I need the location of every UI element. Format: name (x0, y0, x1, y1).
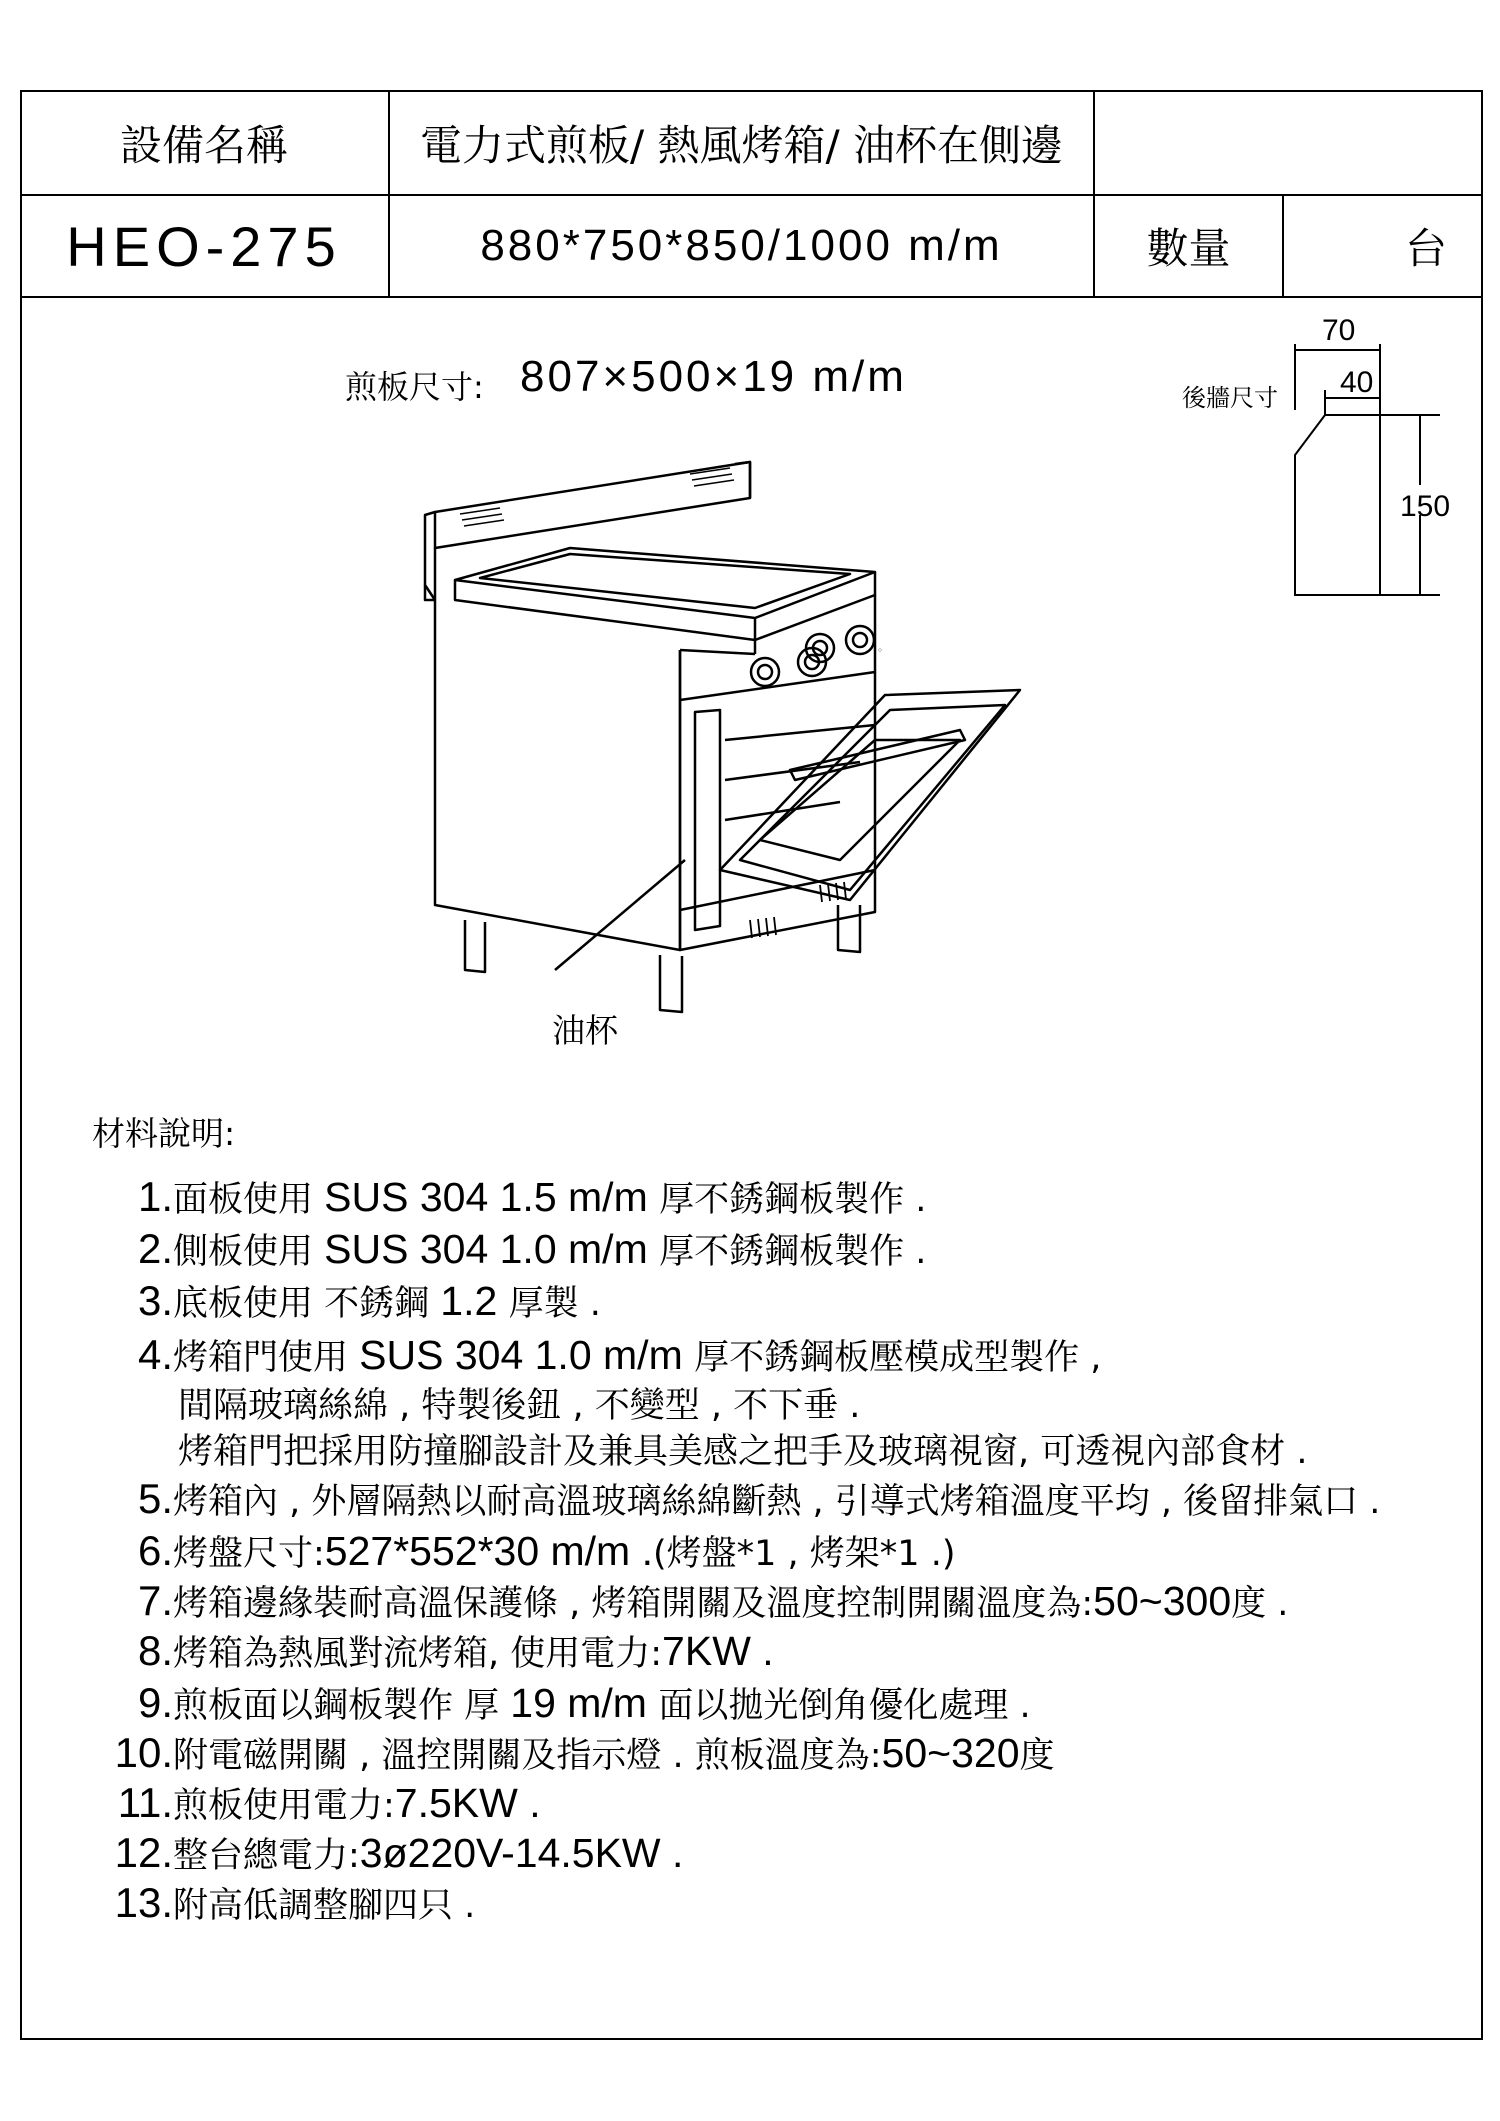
name-value: 電力式煎板/ 熱風烤箱/ 油杯在側邊 (419, 121, 1063, 170)
griddle-size-label: 煎板尺寸: (345, 368, 484, 406)
back-wall-height-dim: 150 (1400, 490, 1451, 523)
qty-unit: 台 (1404, 224, 1447, 273)
griddle-size-value: 807×500×19 m/m (520, 352, 907, 401)
spec-item-continuation: 間隔玻璃絲綿 , 特製後鈕 , 不變型 , 不下垂 . (178, 1386, 861, 1426)
equipment-drawing (420, 450, 1060, 1040)
spec-item: 13.附高低調整腳四只 . (114, 1879, 476, 1926)
spec-item: 1.面板使用 SUS 304 1.5 m/m 厚不銹鋼板製作 . (137, 1173, 927, 1220)
spec-item: 2.側板使用 SUS 304 1.0 m/m 厚不銹鋼板製作 . (137, 1225, 927, 1272)
back-wall-label: 後牆尺寸 (1182, 384, 1278, 412)
table-divider (20, 296, 1483, 298)
spec-item: 4.烤箱門使用 SUS 304 1.0 m/m 厚不銹鋼板壓模成型製作 , (137, 1331, 1102, 1378)
spec-item: 6.烤盤尺寸:527*552*30 m/m .(烤盤*1 , 烤架*1 .) (137, 1527, 956, 1574)
spec-item: 12.整台總電力:3ø220V-14.5KW . (114, 1829, 684, 1876)
back-wall-diagram (1280, 340, 1450, 610)
dimensions: 880*750*850/1000 m/m (480, 221, 1003, 270)
spec-item: 11.煎板使用電力:7.5KW . (117, 1779, 541, 1826)
back-wall-inner-dim: 40 (1340, 366, 1374, 399)
spec-item: 7.烤箱邊緣裝耐高溫保護條 , 烤箱開關及溫度控制開關溫度為:50~300度 . (137, 1577, 1289, 1624)
spec-item: 8.烤箱為熱風對流烤箱, 使用電力:7KW . (137, 1627, 774, 1674)
spec-item: 9.煎板面以鋼板製作 厚 19 m/m 面以拋光倒角優化處理 . (137, 1679, 1031, 1726)
model-number: HEO-275 (66, 214, 342, 278)
qty-label: 數量 (1146, 224, 1231, 273)
spec-item: 5.烤箱內 , 外層隔熱以耐高溫玻璃絲綿斷熱 , 引導式烤箱溫度平均 , 後留排氣口 . (137, 1475, 1381, 1522)
spec-item-continuation: 烤箱門把採用防撞腳設計及兼具美感之把手及玻璃視窗, 可透視內部食材 . (178, 1432, 1308, 1472)
specs-title: 材料說明: (92, 1114, 236, 1153)
back-wall-top-dim: 70 (1322, 314, 1356, 347)
name-label: 設備名稱 (119, 121, 288, 170)
spec-item: 10.附電磁開關 , 溫控開關及指示燈 . 煎板溫度為:50~320度 (114, 1729, 1055, 1776)
spec-item: 3.底板使用 不銹鋼 1.2 厚製 . (137, 1277, 601, 1324)
oil-cup-label: 油杯 (552, 1011, 618, 1050)
